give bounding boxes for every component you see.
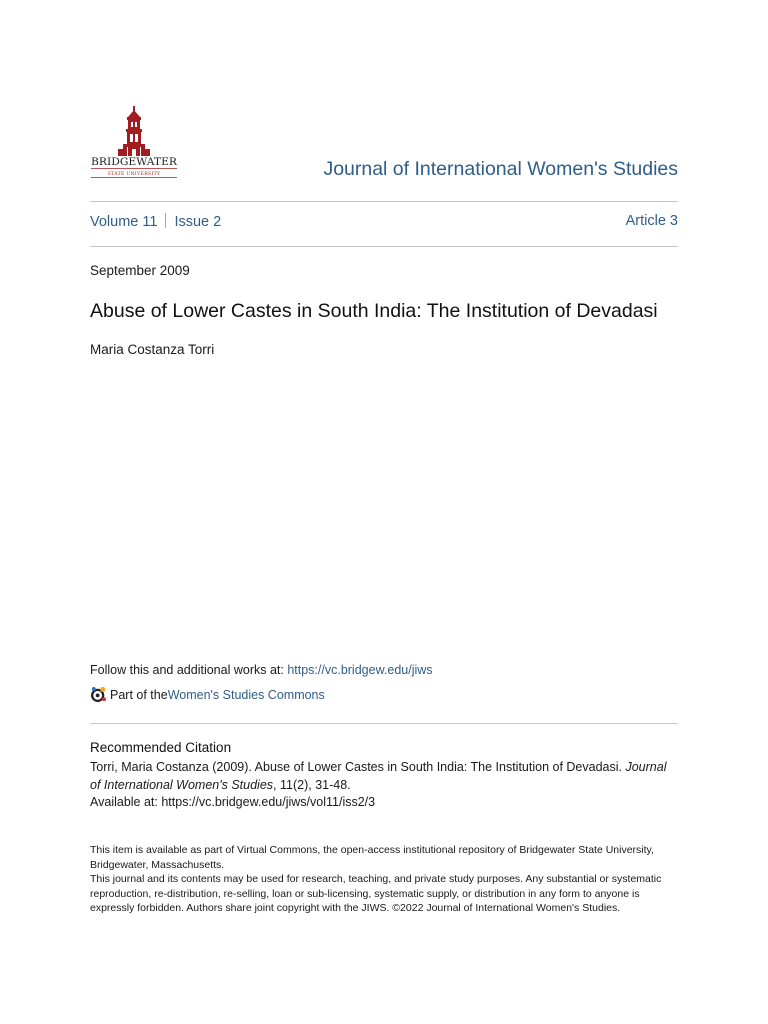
citation-heading: Recommended Citation: [90, 740, 232, 755]
citation-text: [90, 759, 678, 794]
network-commons-icon: [90, 686, 107, 703]
article-title: Abuse of Lower Castes in South India: The Institution of Devadasi: [90, 300, 658, 322]
citation-block: [90, 759, 678, 812]
logo-subname: STATE UNIVERSITY: [107, 172, 161, 177]
bridgewater-logo[interactable]: [90, 105, 178, 181]
repository-link[interactable]: https://vc.bridgew.edu/jiws: [287, 663, 433, 677]
availability-notice: This item is available as part of Virtual Commons, the open-access institutional repository of Bridgewater State University, Bridgewater, Massachusetts.: [90, 844, 654, 871]
follow-line: [90, 663, 433, 677]
citation-volume-pages: , 11(2), 31-48.: [273, 777, 351, 792]
issue-separator: [165, 213, 166, 228]
commons-link[interactable]: Women's Studies Commons: [167, 687, 325, 702]
journal-title-link[interactable]: Journal of International Women's Studies: [323, 158, 678, 180]
part-of-line: [90, 686, 325, 703]
issue-divider: [90, 246, 678, 247]
issue-link[interactable]: Issue 2: [174, 214, 222, 230]
citation-divider: [90, 723, 678, 724]
follow-prefix: Follow this and additional works at:: [90, 663, 288, 677]
article-link[interactable]: Article 3: [625, 213, 678, 229]
rights-notice: [90, 843, 678, 916]
citation-available-at: Available at: https://vc.bridgew.edu/jiws/vol11/iss2/3: [90, 795, 376, 809]
issue-bar: [90, 213, 678, 230]
logo-name: BRIDGEWATER: [91, 156, 178, 168]
publication-date: September 2009: [90, 263, 190, 278]
copyright-notice: This journal and its contents may be used for research, teaching, and private study purposes. Any substantial or systematic reproduction, re-distribution, re-selling, loan or sub-licensing, systematic supply, or distribution in any form to anyone is expressly forbidden. Authors share joint copyright with the JIWS. ©2022 Journal of International Women's Studies.: [90, 873, 662, 915]
header-divider: [90, 201, 678, 202]
part-of-prefix: Part of the: [110, 687, 168, 702]
author-name: Maria Costanza Torri: [90, 342, 215, 357]
volume-link[interactable]: Volume 11: [90, 214, 158, 230]
citation-journal: Journal of International Women's Studies: [90, 760, 667, 792]
citation-authors-title: Torri, Maria Costanza (2009). Abuse of Lower Castes in South India: The Institution of Devadasi.: [90, 760, 626, 774]
header: [90, 105, 678, 185]
